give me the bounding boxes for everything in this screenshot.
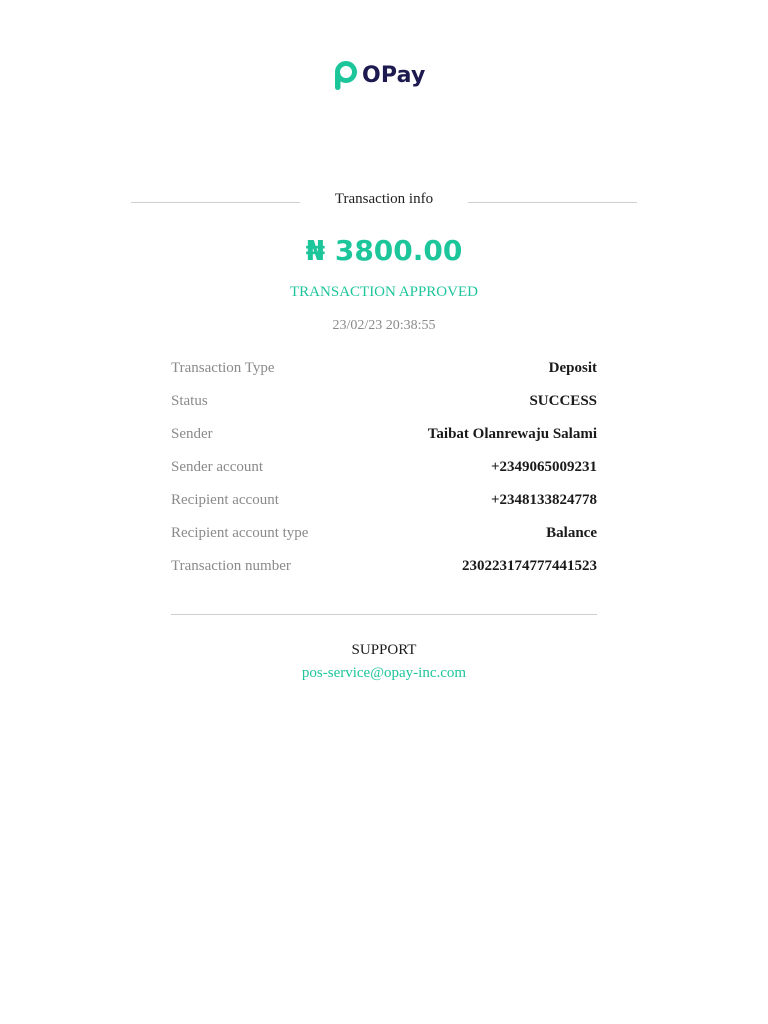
opay-logo — [334, 60, 426, 92]
detail-label: Transaction Type — [171, 360, 275, 376]
section-title: Transaction info — [334, 191, 434, 207]
detail-row-transaction-type — [171, 352, 597, 385]
detail-value: Taibat Olanrewaju Salami — [427, 426, 597, 442]
detail-label: Recipient account — [171, 492, 279, 508]
header-rule-right — [468, 202, 637, 203]
transaction-details — [171, 352, 597, 583]
detail-row-recipient-account — [171, 484, 597, 517]
detail-value: +2348133824778 — [490, 492, 597, 508]
transaction-status-banner: TRANSACTION APPROVED — [290, 284, 478, 300]
detail-row-sender-account — [171, 451, 597, 484]
detail-label: Recipient account type — [171, 525, 309, 541]
transaction-amount: ₦ 3800.00 — [305, 234, 463, 267]
support-divider — [171, 614, 597, 615]
header-rule-left — [131, 202, 300, 203]
brand-name: OPay — [362, 63, 426, 88]
detail-row-recipient-account-type — [171, 517, 597, 550]
support-label: SUPPORT — [351, 642, 417, 658]
detail-label: Sender — [171, 426, 213, 442]
opay-logo-icon — [334, 60, 358, 92]
section-header — [131, 188, 637, 212]
detail-row-transaction-number — [171, 550, 597, 583]
detail-label: Transaction number — [171, 558, 291, 574]
support-email-link[interactable]: pos-service@opay-inc.com — [301, 665, 467, 681]
detail-label: Sender account — [171, 459, 264, 475]
detail-label: Status — [171, 393, 208, 409]
detail-value: Balance — [546, 525, 597, 541]
detail-row-status — [171, 385, 597, 418]
detail-row-sender — [171, 418, 597, 451]
detail-value: 230223174777441523 — [462, 558, 597, 574]
detail-value: Deposit — [548, 360, 597, 376]
detail-value: +2349065009231 — [490, 459, 597, 475]
transaction-datetime: 23/02/23 20:38:55 — [332, 318, 436, 333]
detail-value: SUCCESS — [529, 393, 597, 409]
